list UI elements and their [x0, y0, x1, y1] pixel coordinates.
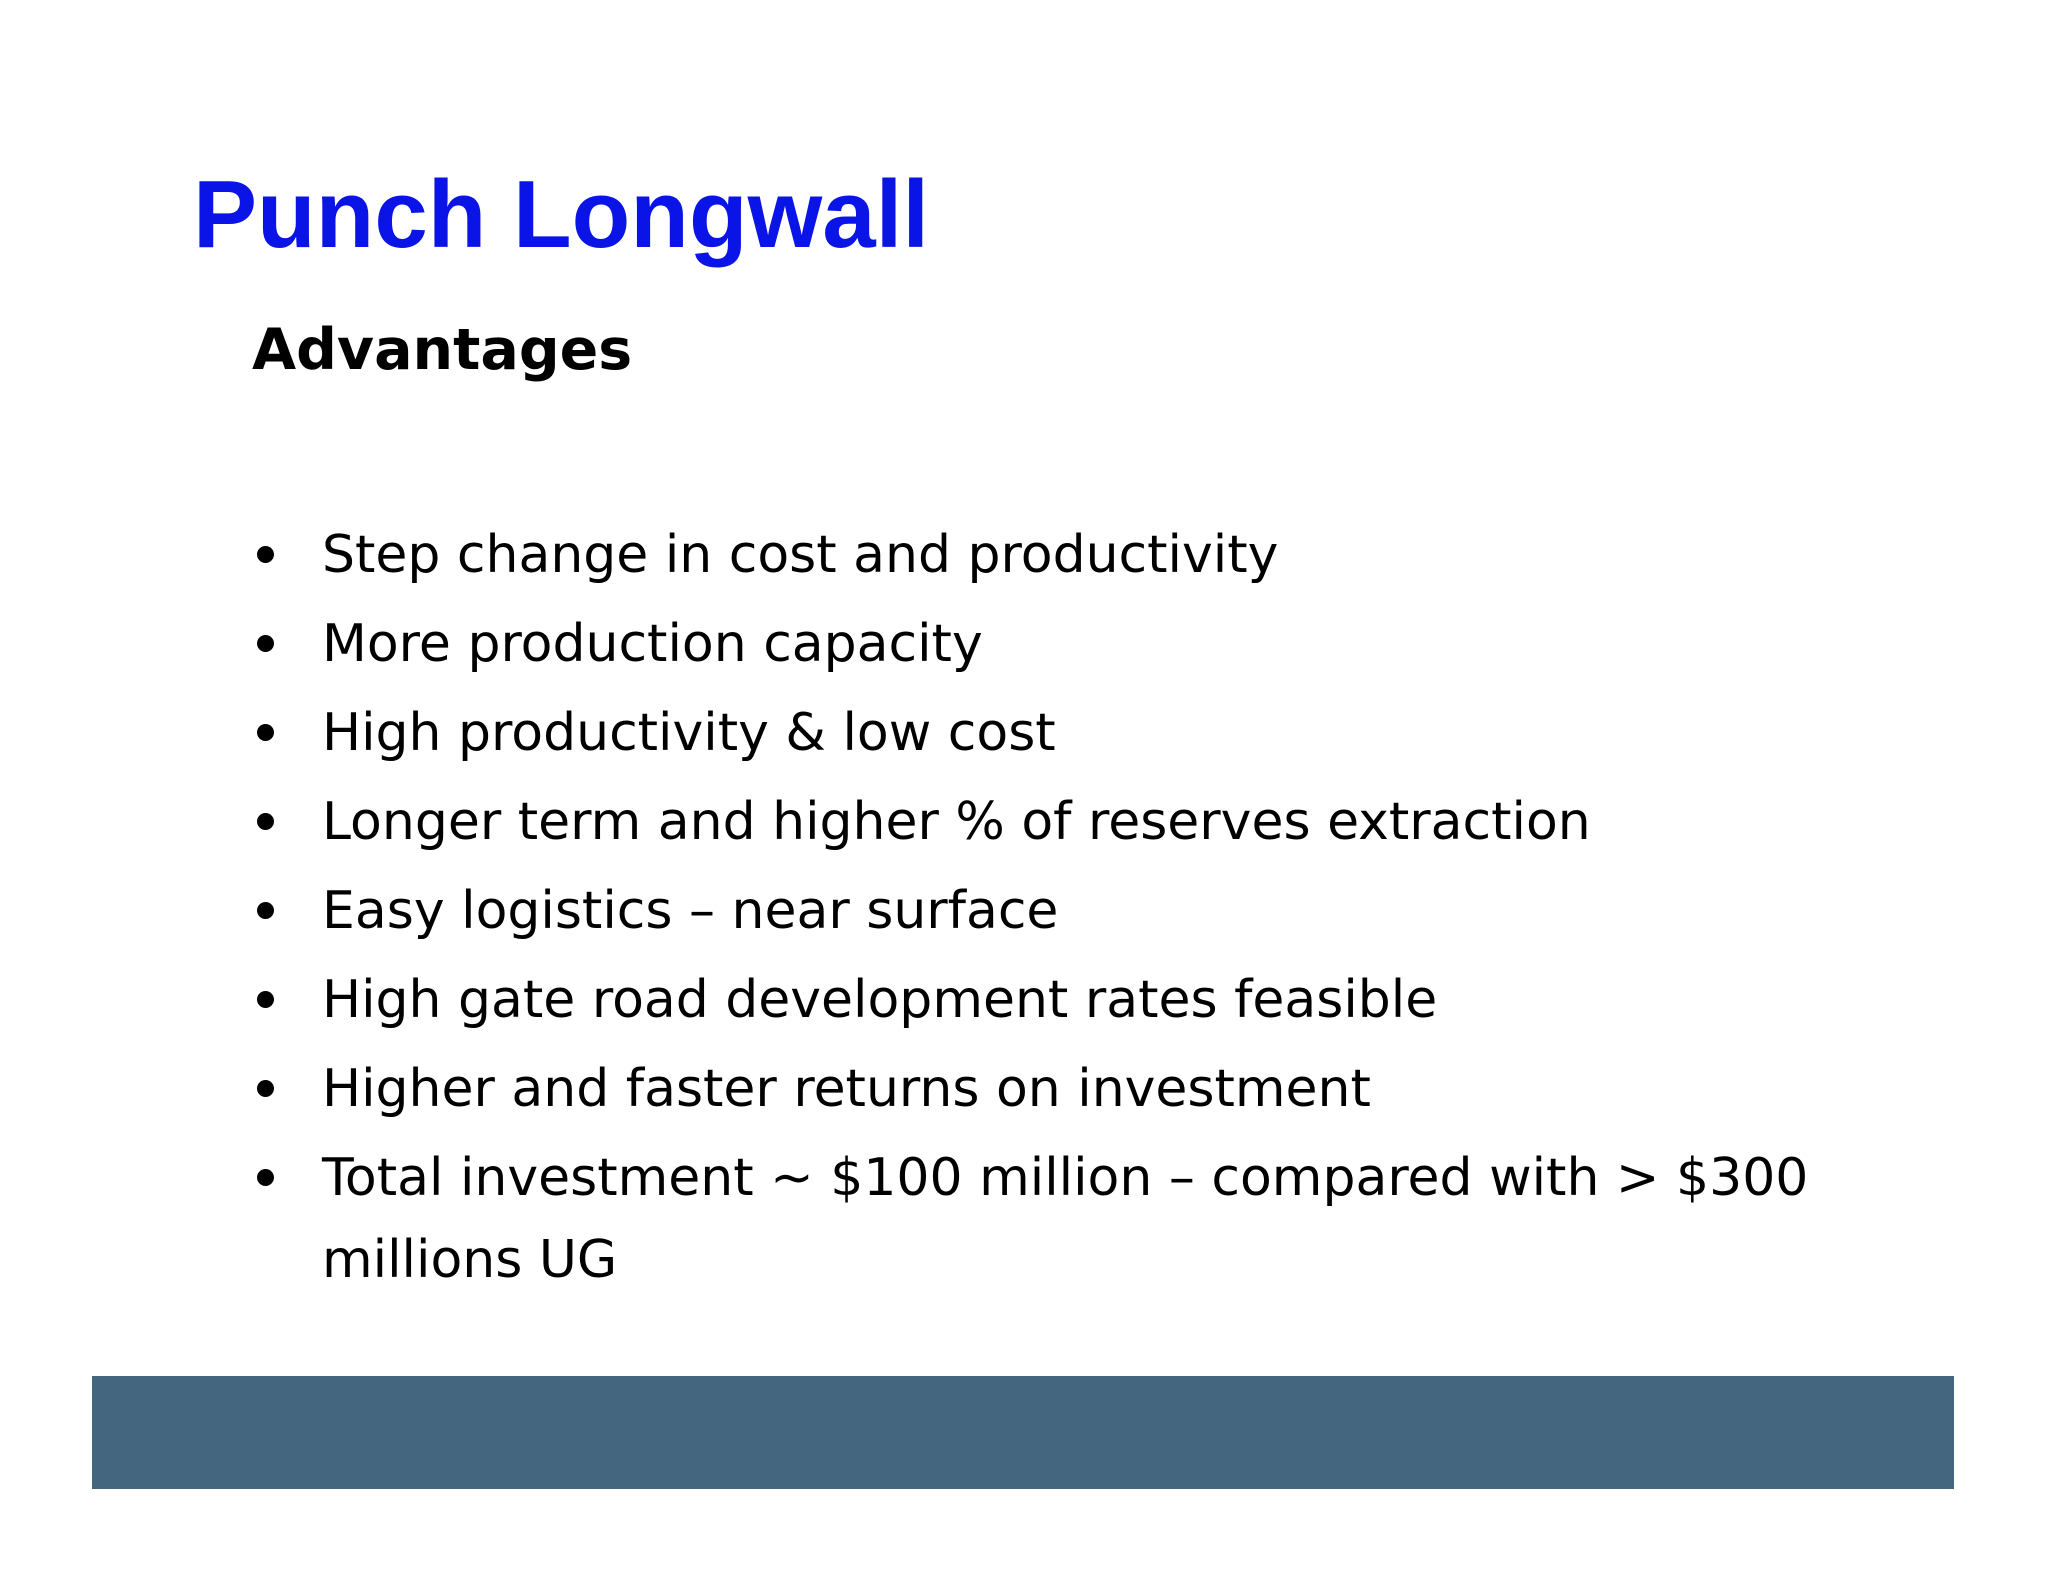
bullet-item	[252, 781, 1882, 863]
bullet-icon	[257, 813, 274, 830]
bullet-icon	[257, 902, 274, 919]
bullet-icon	[257, 991, 274, 1008]
bullet-icon	[257, 724, 274, 741]
bullet-text: High gate road development rates feasible	[322, 970, 1438, 1030]
slide-title: Punch Longwall	[193, 161, 929, 268]
bullet-item	[252, 514, 1882, 596]
bullet-icon	[257, 546, 274, 563]
bullet-item	[252, 603, 1882, 685]
bullet-item	[252, 1137, 1882, 1301]
slide-subtitle: Advantages	[252, 317, 633, 383]
bullet-icon	[257, 1080, 274, 1097]
bullet-item	[252, 1048, 1882, 1130]
bullet-item	[252, 870, 1882, 952]
bullet-item	[252, 959, 1882, 1041]
bullet-icon	[257, 1169, 274, 1186]
bullet-item	[252, 692, 1882, 774]
bullet-text: Higher and faster returns on investment	[322, 1059, 1371, 1119]
bullet-text: Step change in cost and productivity	[322, 525, 1279, 585]
bullet-text: Easy logistics – near surface	[322, 881, 1059, 941]
footer-bar	[92, 1376, 1954, 1489]
bullet-text: Total investment ~ $100 million – compared with > $300 millions UG	[322, 1148, 1809, 1290]
bullet-list	[252, 514, 1852, 1308]
bullet-text: More production capacity	[322, 614, 983, 674]
bullet-text: Longer term and higher % of reserves extraction	[322, 792, 1591, 852]
bullet-text: High productivity & low cost	[322, 703, 1056, 763]
bullet-icon	[257, 635, 274, 652]
